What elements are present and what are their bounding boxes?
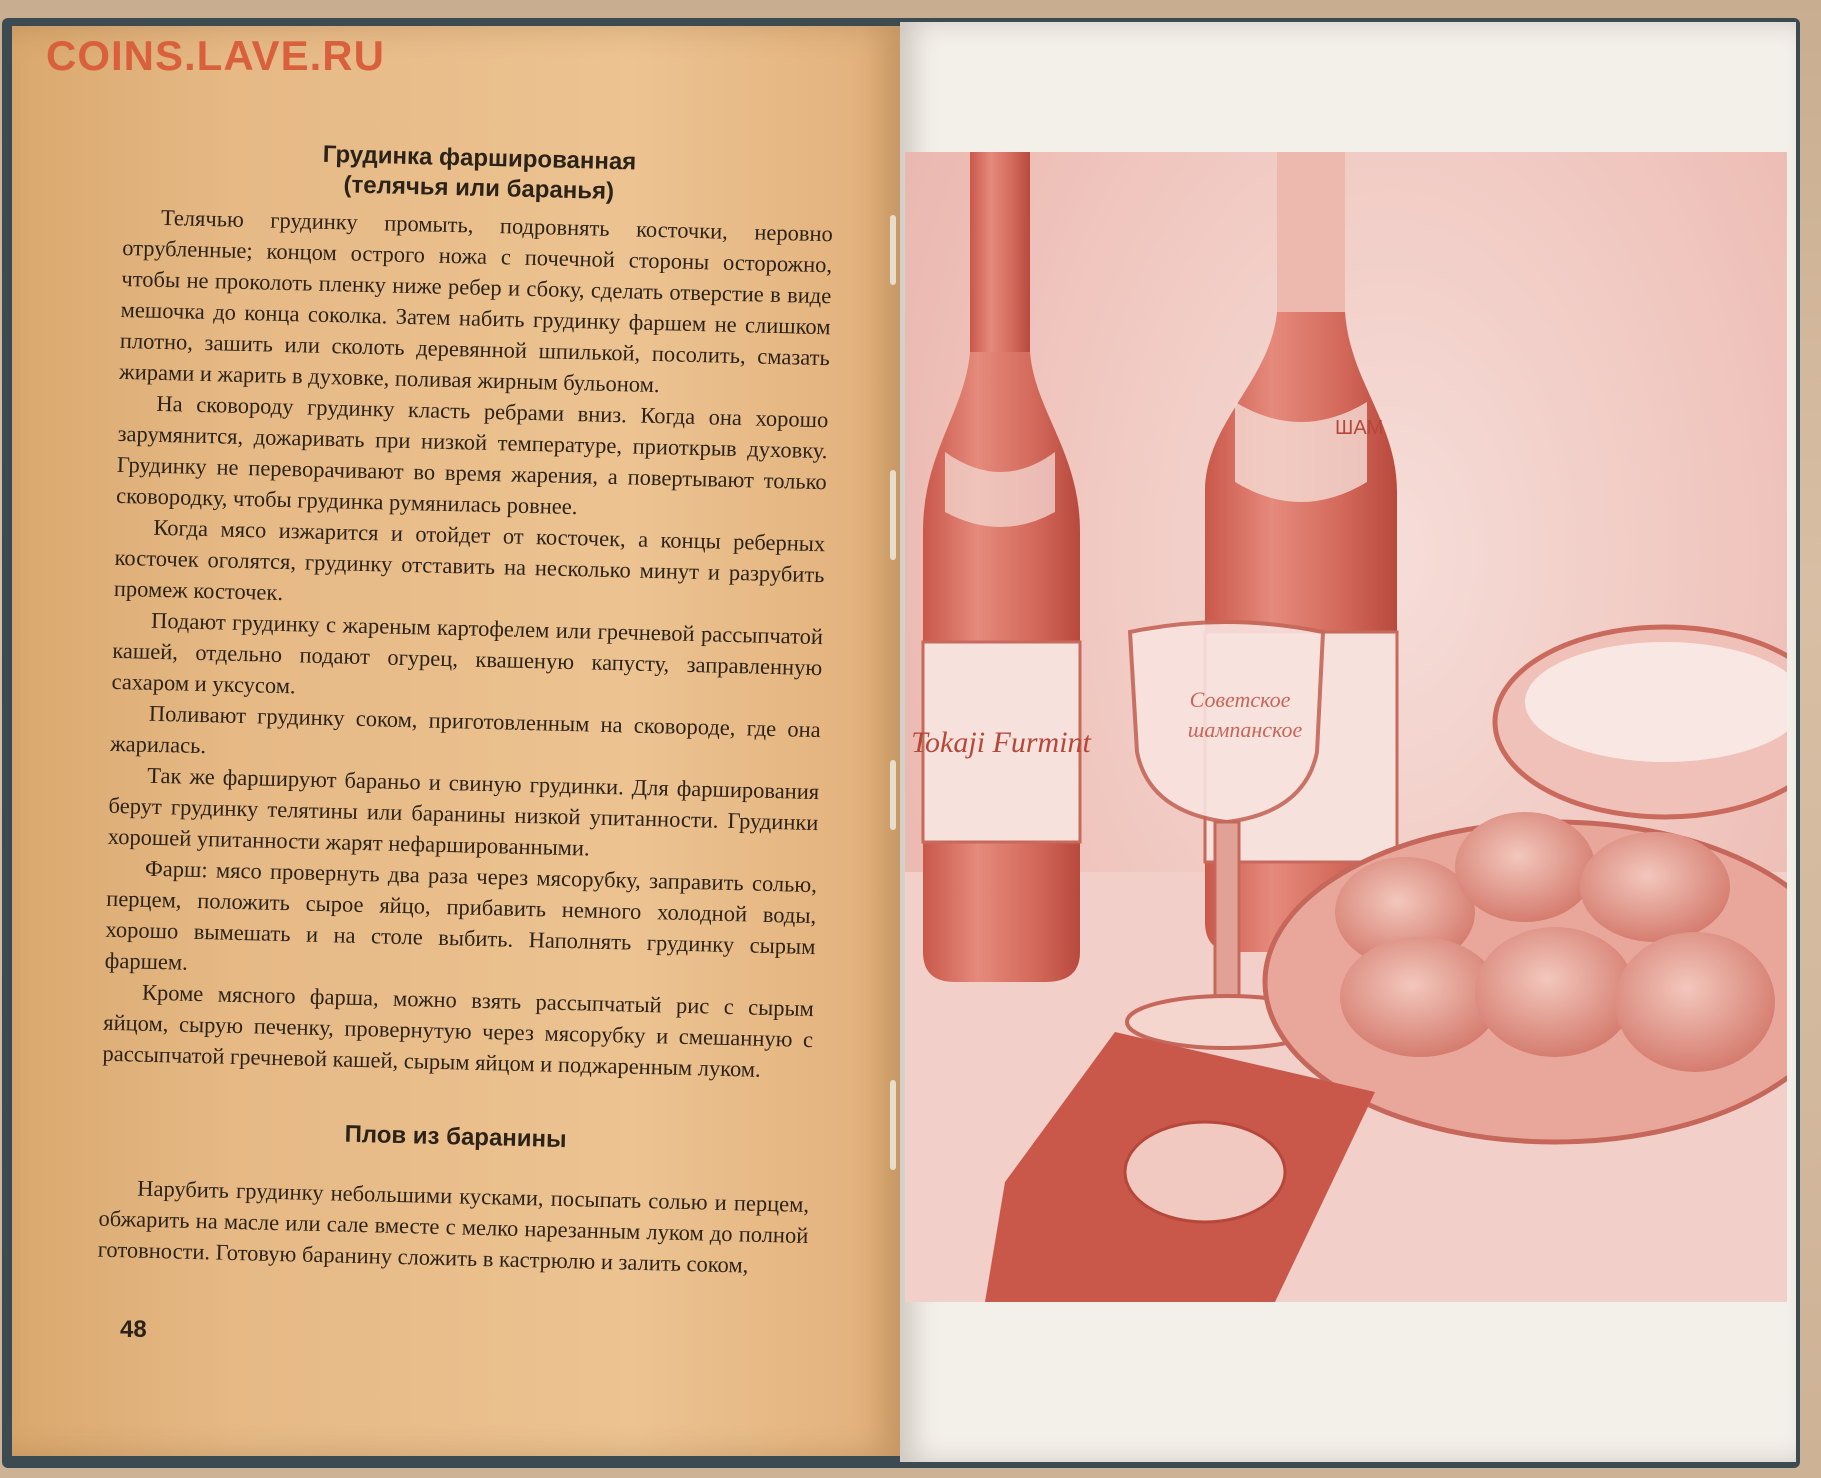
recipe-subtitle-line: (телячья или баранья) bbox=[343, 171, 615, 205]
binding-stitch bbox=[890, 470, 896, 560]
glass-label-line1: Советское bbox=[1189, 687, 1291, 712]
watermark: COINS.LAVE.RU bbox=[46, 32, 385, 79]
glass-label-line2: шампанское bbox=[1187, 717, 1303, 742]
paragraph: Фарш: мясо провернуть два раза через мясорубку, заправить солью, перцем, положить сырое яйцо, прибавить немного холодной воды, хорошо вымешать и на столе выбить. Наполнять грудинку сырым фаршем. bbox=[104, 855, 818, 975]
paragraph: Так же фаршируют бараньо и свиную грудинки. Для фарширования берут грудинку телятины или баранины низкой упитанности. Грудинки хорошей упитанности жарят нефаршированными. bbox=[107, 762, 820, 861]
illustration-photo bbox=[905, 152, 1787, 1302]
left-bottle-label: Tokaji Furmint bbox=[911, 726, 1091, 759]
still-life-illustration bbox=[905, 152, 1787, 1302]
paragraph: Нарубить грудинку небольшими кусками, посыпать солью и перцем, обжарить на масле или сале вместе с мелко нарезанным луком до полной готовности. Готовую баранину сложить в кастрюлю и залить соком, bbox=[97, 1175, 810, 1278]
binding-stitch bbox=[890, 760, 896, 830]
paragraph: Кроме мясного фарша, можно взять рассыпчатый рис с сырым яйцом, сырую печенку, провернутую через мясорубку и смешанную с рассыпчатой гречневой кашей, сырым яйцом и поджаренным луком. bbox=[102, 979, 815, 1082]
left-page-text bbox=[97, 135, 834, 1282]
paragraph: Телячью грудинку промыть, подровнять косточки, неровно отрубленные; концом острого ножа с почечной стороны осторожно, чтобы не проколоть пленку ниже ребер и сбоку, сделать отверстие в виде мешочка до конца соколка. Затем набить грудинку фаршем не слишком плотно, зашить или сколоть деревянной шпилькой, посолить, смазать жирами и жарить в духовке, поливая жирным бульоном. bbox=[118, 204, 834, 398]
paragraph: Поливают грудинку соком, приготовленным на сковороде, где она жарилась. bbox=[109, 700, 821, 759]
binding-stitch bbox=[890, 1080, 896, 1170]
page-number: 48 bbox=[120, 1316, 147, 1343]
binding-stitch bbox=[890, 215, 896, 285]
left-bottle bbox=[911, 152, 1091, 982]
right-bottle-neck-text: ШАМ bbox=[1335, 417, 1384, 439]
paragraph: На сковороду грудинку класть ребрами вниз. Когда она хорошо зарумянится, дожаривать при низкой температуре, приоткрыв духовку. Грудинку не переворачивают во время жарения, а повертывают только сковородку, чтобы грудинка румянилась ровнее. bbox=[115, 390, 829, 520]
paragraph: Когда мясо изжарится и отойдет от косточек, а концы реберных косточек оголятся, грудинку отставить на несколько минут и разрубить промеж косточек. bbox=[113, 514, 826, 605]
paragraph: Подают грудинку с жареным картофелем или гречневой рассыпчатой кашей, отдельно подают огурец, квашеную капусту, заправленную сахаром и уксусом. bbox=[111, 607, 824, 699]
plate-with-food bbox=[1495, 627, 1787, 817]
section-title: Плов из баранины bbox=[344, 1120, 567, 1154]
recipe-title-line: Грудинка фаршированная bbox=[322, 140, 637, 176]
